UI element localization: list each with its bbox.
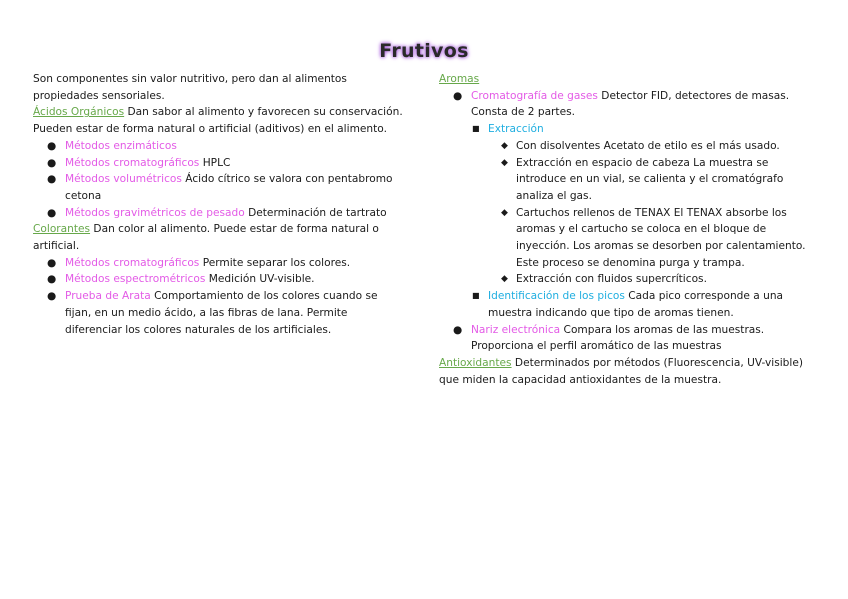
method-text: Ácido cítrico se valora con pentabromo cetona [65,173,393,202]
left-column [33,71,405,338]
method-label: Métodos gravimétricos de pesado [65,206,245,219]
method-text: Detector FID, detectores de masas. Consta de 2 partes. [471,89,790,119]
bullet-icon: ● [47,206,57,219]
antioxidantes-paragraph [439,355,821,388]
list-item [439,288,821,321]
list-item [33,171,405,204]
list-item [439,121,821,288]
square-bullet-icon: ■ [472,124,480,134]
extraccion-item: Extracción con fluidos supercríticos. [516,273,707,286]
method-label: Prueba de Arata [65,290,151,303]
method-label: Métodos espectrométricos [65,273,206,286]
square-bullet-icon: ■ [472,291,480,301]
bullet-icon: ● [47,156,57,169]
identificacion-text: Cada pico corresponde a una muestra indicando que tipo de aromas tienen. [488,290,784,319]
acidos-heading: Ácidos Orgánicos [33,106,125,119]
antioxidantes-heading: Antioxidantes [439,356,512,369]
extraccion-item: Extracción en espacio de cabeza La muestra se introduce en un vial, se calienta y el cromatógrafo analiza el gas. [516,156,784,202]
extraccion-item: Cartuchos rellenos de TENAX El TENAX absorbe los aromas y el cartucho se coloca en el bloque de inyección. Los aromas se desorben por calentamiento. Este proceso se denomina purga y trampa. [516,206,806,269]
bullet-icon: ● [47,139,57,152]
colorantes-methods-list [33,255,405,339]
list-item [439,88,821,322]
diamond-bullet-icon: ◆ [501,140,508,151]
method-text: Medición UV-visible. [205,273,315,286]
list-item [439,155,821,205]
bullet-icon: ● [453,89,463,102]
list-item [439,138,821,155]
method-text: Determinación de tartrato [244,206,387,219]
extraccion-sublist [488,138,821,288]
bullet-icon: ● [47,290,57,303]
intro-paragraph: Son componentes sin valor nutritivo, pero dan al alimentos propiedades sensoriales. [33,73,347,102]
bullet-icon: ● [453,323,463,336]
bullet-icon: ● [47,256,57,269]
extraccion-item: Con disolventes Acetato de etilo es el más usado. [516,139,780,152]
list-item [439,271,821,288]
aromas-heading: Aromas [439,73,480,85]
list-item [33,288,405,338]
aromas-methods-list [439,88,821,355]
method-label: Métodos cromatográficos [65,156,200,169]
cromatografia-sublist [471,121,821,321]
diamond-bullet-icon: ◆ [501,157,508,168]
acidos-text: Dan sabor al alimento y favorecen su conservación. Pueden estar de forma natural o artificial (aditivos) en el alimento. [33,106,403,136]
list-item [33,138,405,155]
method-label: Cromatografía de gases [471,89,598,102]
list-item [33,205,405,222]
colorantes-paragraph [33,221,405,254]
right-column [439,71,821,388]
page-title: Frutivos [379,40,469,62]
diamond-bullet-icon: ◆ [501,207,508,218]
method-label: Métodos enzimáticos [65,139,177,152]
identificacion-label: Identificación de los picos [488,290,625,303]
method-text: Compara los aromas de las muestras. Proporciona el perfil aromático de las muestras [471,323,765,353]
bullet-icon: ● [47,273,57,286]
list-item [33,271,405,288]
method-label: Nariz electrónica [471,323,561,336]
aromas-paragraph [439,71,821,88]
method-text: HPLC [199,156,231,169]
list-item [33,255,405,272]
list-item [33,155,405,172]
method-label: Métodos volumétricos [65,173,182,186]
bullet-icon: ● [47,173,57,186]
colorantes-heading: Colorantes [33,223,91,236]
method-label: Métodos cromatográficos [65,256,200,269]
method-text: Permite separar los colores. [199,256,351,269]
list-item [439,205,821,272]
acidos-methods-list [33,138,405,222]
diamond-bullet-icon: ◆ [501,274,508,285]
antioxidantes-text: Determinados por métodos (Fluorescencia, UV-visible) que miden la capacidad antioxidantes de la muestra. [439,356,803,386]
colorantes-text: Dan color al alimento. Puede estar de forma natural o artificial. [33,223,379,253]
acidos-paragraph [33,104,405,137]
extraccion-label: Extracción [488,123,544,136]
method-text: Comportamiento de los colores cuando se fijan, en un medio ácido, a las fibras de lana. Permite diferenciar los colores naturales de los artificiales. [65,290,378,336]
list-item [439,322,821,355]
